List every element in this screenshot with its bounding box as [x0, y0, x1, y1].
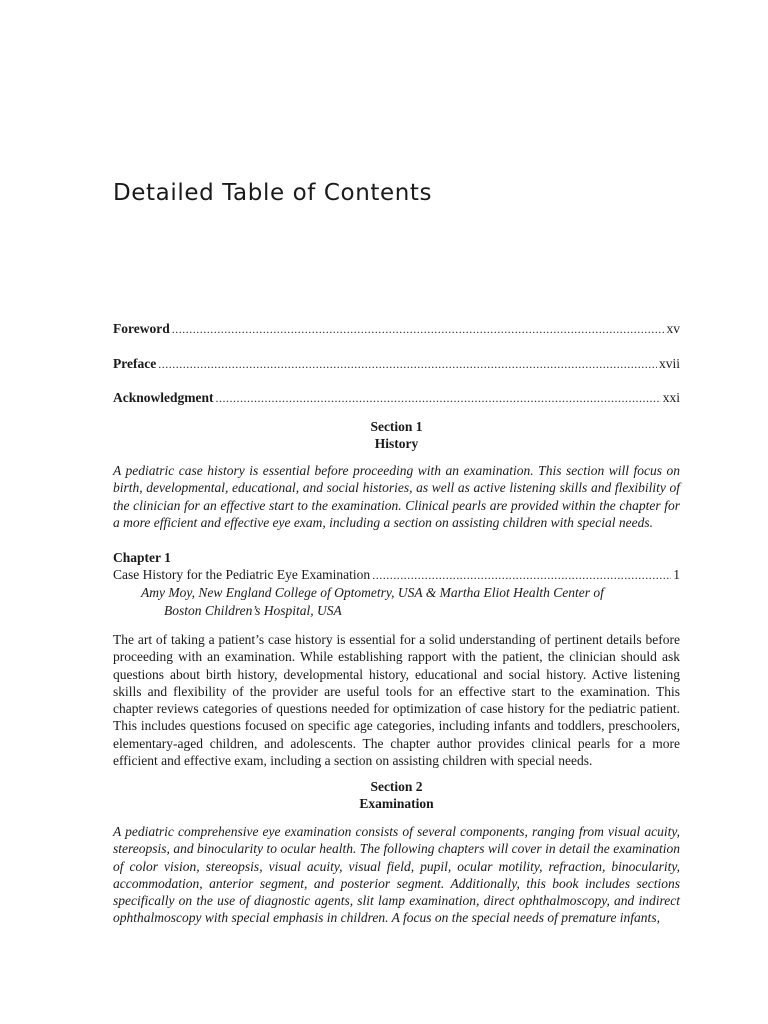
toc-page-number: xv	[666, 321, 680, 336]
authors-line-1: Amy Moy, New England College of Optometry, USA & Martha Eliot Health Center of	[141, 585, 604, 600]
toc-label: Foreword	[113, 321, 170, 336]
chapter-title: Case History for the Pediatric Eye Examination	[113, 567, 371, 582]
section-1-summary: A pediatric case history is essential before proceeding with an examination. This section will focus on birth, developmental, educational, and social histories, as well as active listening skills and flexibility of the clinician for an effective start to the examination. Clinical pearls are provided within the chapter for a more efficient and effective eye exam, including a section on assisting children with special needs.	[113, 463, 680, 530]
chapter-1-label: Chapter 1	[113, 550, 171, 565]
section-name: History	[374, 436, 419, 451]
toc-page-number: xvii	[658, 356, 680, 371]
toc-entry-preface[interactable]	[113, 355, 680, 373]
leader-dots	[158, 355, 657, 373]
chapter-1-summary: The art of taking a patient’s case history is essential for a solid understanding of pertinent details before proceeding with an examination. While establishing rapport with the patient, the clinician should ask questions about birth history, developmental history, educational and social history. Active listening skills and flexibility of the provider are useful tools for an effective start to the examination. This chapter reviews categories of questions needed for optimization of case history for the pediatric patient. This includes questions focused on specific age categories, including infants and toddlers, preschoolers, elementary-aged children, and adolescents. The chapter author provides clinical pearls for a more efficient and effective exam, including a section on assisting children with special needs.	[113, 632, 680, 769]
section-1-heading	[113, 418, 680, 452]
toc-entry-foreword[interactable]	[113, 320, 680, 338]
authors-line-2: Boston Children’s Hospital, USA	[164, 603, 342, 618]
page-title: Detailed Table of Contents	[113, 180, 433, 206]
leader-dots	[372, 566, 671, 584]
section-2-heading	[113, 778, 680, 812]
toc-label: Acknowledgment	[113, 390, 214, 405]
toc-page-number: 1	[673, 567, 680, 582]
toc-page-number: xxi	[662, 390, 680, 405]
section-2-summary: A pediatric comprehensive eye examination consists of several components, ranging from visual acuity, stereopsis, and binocularity to ocular health. The following chapters will cover in detail the examination of color vision, stereopsis, visual acuity, visual field, pupil, ocular motility, refraction, binocularity, accommodation, anterior segment, and posterior segment. Additionally, this book includes sections specifically on the use of diagnostic agents, slit lamp examination, direct ophthalmoscopy, and indirect ophthalmoscopy with special emphasis in children. A focus on the special needs of premature infants,	[113, 824, 680, 926]
section-number: Section 1	[370, 419, 423, 434]
toc-entry-acknowledgment[interactable]	[113, 389, 680, 407]
leader-dots	[216, 389, 661, 407]
toc-label: Preface	[113, 356, 157, 371]
section-number: Section 2	[370, 779, 423, 794]
chapter-1-authors	[141, 584, 661, 620]
section-name: Examination	[359, 796, 434, 811]
leader-dots	[172, 320, 665, 338]
toc-entry-chapter-1[interactable]	[113, 566, 680, 584]
